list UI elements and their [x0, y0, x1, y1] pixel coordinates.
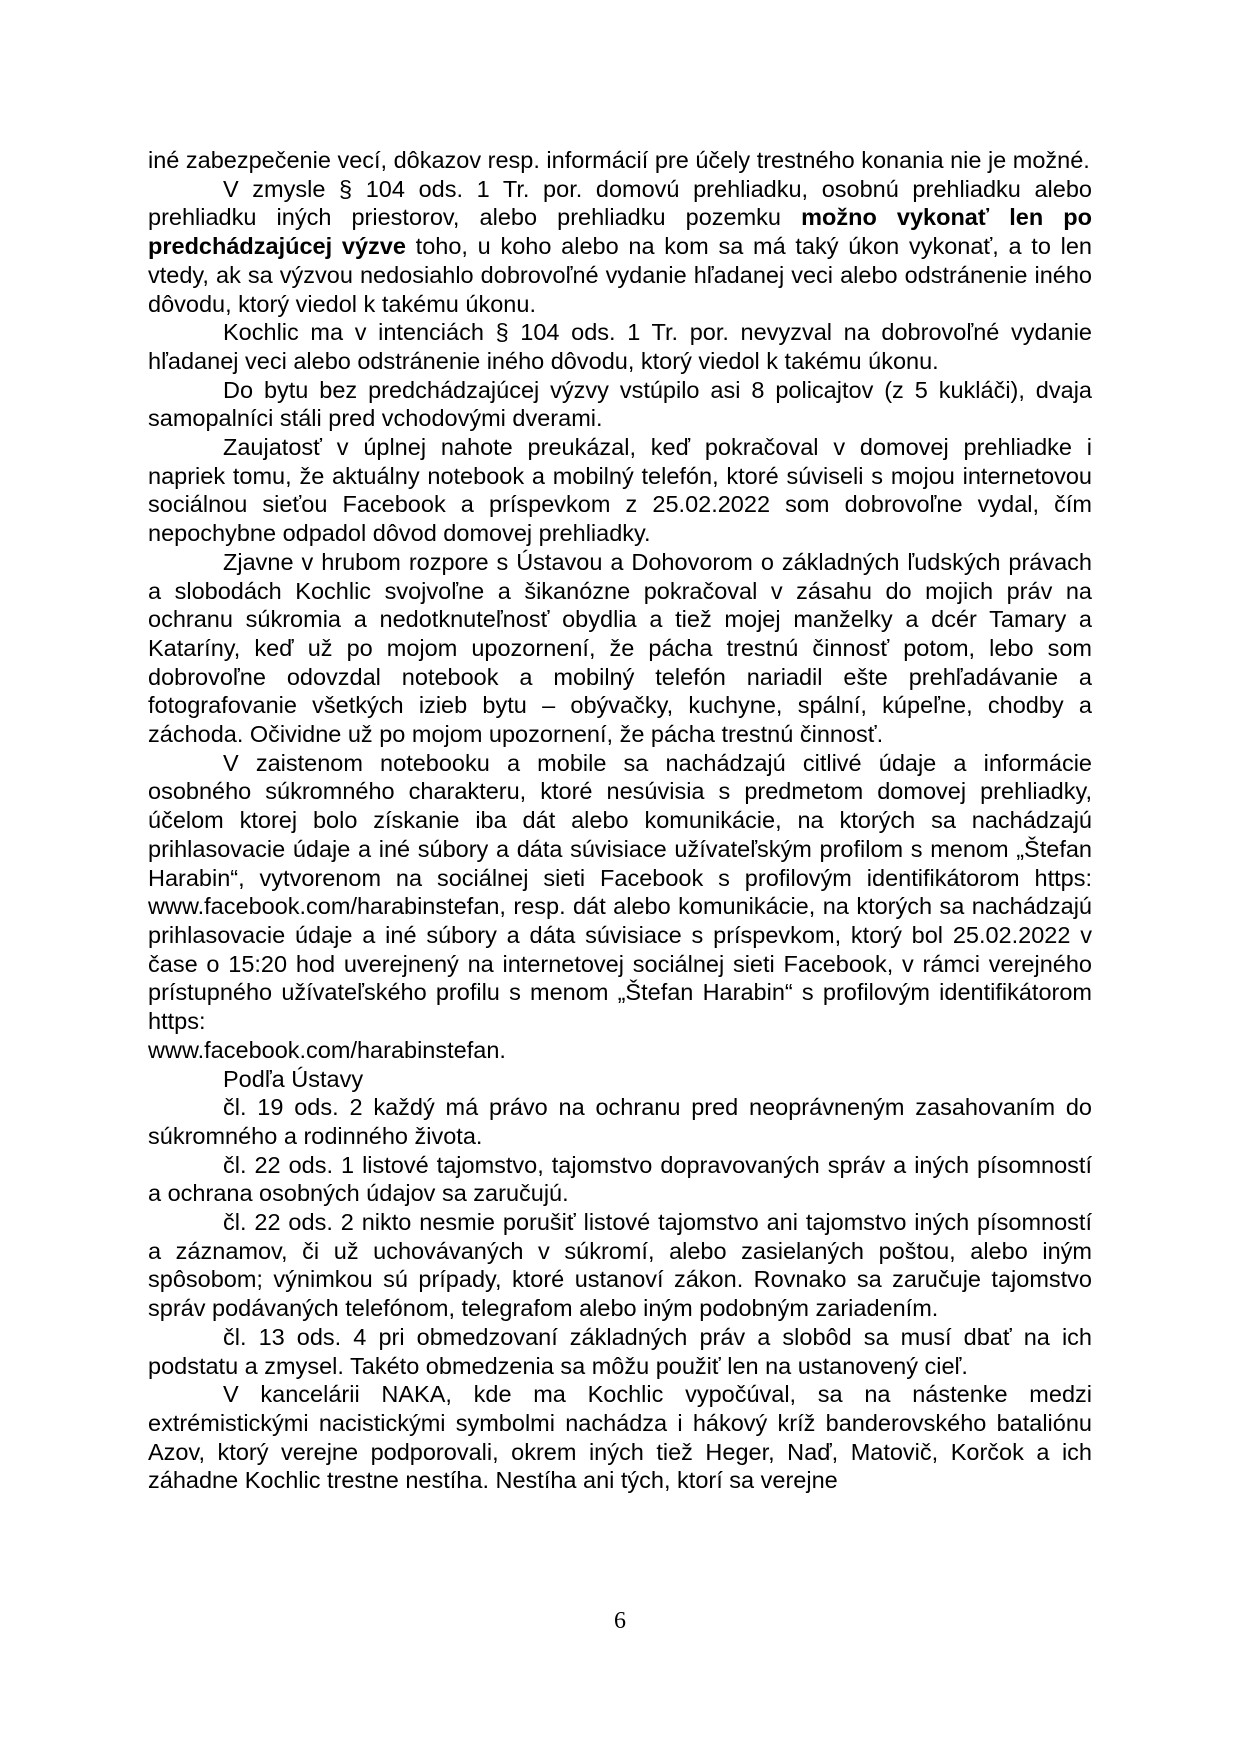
paragraph-4: Do bytu bez predchádzajúcej výzvy vstúpilo asi 8 policajtov (z 5 kukláči), dvaja samopalníci stáli pred vchodovými dverami.: [148, 376, 1092, 432]
paragraph-5: Zaujatosť v úplnej nahote preukázal, keď pokračoval v domovej prehliadke i napriek tomu, že aktuálny notebook a mobilný telefón, ktoré súviseli s mojou internetovou sociálnou sieťou Facebook a príspevkom z 25.02.2022 som dobrovoľne vydal, čím nepochybne odpadol dôvod domovej prehliadky.: [148, 434, 1092, 547]
paragraph-7-url-line: www.facebook.com/harabinstefan.: [148, 1036, 506, 1063]
paragraph-10: čl. 22 ods. 1 listové tajomstvo, tajomstvo dopravovaných správ a iných písomností a ochrana osobných údajov sa zaručujú.: [148, 1151, 1092, 1207]
paragraph-2-text-a: V zmysle § 104 ods. 1 Tr. por. domovú prehliadku, osobnú prehliadku alebo prehliadku iných priestorov, alebo prehliadku pozemku: [148, 175, 1092, 231]
paragraph-9: čl. 19 ods. 2 každý má právo na ochranu pred neoprávneným zasahovaním do súkromného a rodinného života.: [148, 1094, 1092, 1149]
paragraph-7: V zaistenom notebooku a mobile sa nachádzajú citlivé údaje a informácie osobného súkromného charakteru, ktoré nesúvisia s predmetom domovej prehliadky, účelom ktorej bolo získanie iba dát alebo komunikácie, na ktorých sa nachádzajú prihlasovacie údaje a iné súbory a dáta súvisiace užívateľským profilom s menom „Štefan Harabin“, vytvorenom na sociálnej sieti Facebook s profilovým identifikátorom https: www.facebook.com/harabinstefan, resp. dát alebo komunikácie, na ktorých sa nachádzajú prihlasovacie údaje a iné súbory a dáta súvisiace s príspevkom, ktorý bol 25.02.2022 v čase o 15:20 hod uverejnený na internetovej sociálnej sieti Facebook, v rámci verejného prístupného užívateľského profilu s menom „Štefan Harabin“ s profilovým identifikátorom https:: [148, 749, 1092, 1035]
paragraph-2-text-b: toho, u koho alebo na kom sa má taký úkon vykonať, a to len vtedy, ak sa výzvou nedosiahlo dobrovoľné vydanie hľadanej veci alebo odstránenie iného dôvodu, ktorý viedol k takému úkonu.: [148, 233, 1092, 317]
paragraph-8: Podľa Ústavy: [223, 1065, 364, 1092]
document-page: [148, 146, 1092, 1495]
paragraph-11: čl. 22 ods. 2 nikto nesmie porušiť listové tajomstvo ani tajomstvo iných písomností a záznamov, či už uchovávaných v súkromí, alebo zasielaných poštou, alebo iným spôsobom; výnimkou sú prípady, ktoré ustanoví zákon. Rovnako sa zaručuje tajomstvo správ podávaných telefónom, telegrafom alebo iným podobným zariadením.: [148, 1209, 1092, 1322]
paragraph-2-bold-phrase: možno vykonať len po predchádzajúcej výzve: [148, 204, 1092, 260]
paragraph-1: iné zabezpečenie vecí, dôkazov resp. informácií pre účely trestného konania nie je možné.: [148, 147, 1090, 173]
paragraph-13: V kancelárii NAKA, kde ma Kochlic vypočúval, sa na nástenke medzi extrémistickými nacistickými symbolmi nachádza i hákový kríž banderovského bataliónu Azov, ktorý verejne podporovali, okrem iných tiež Heger, Naď, Matovič, Korčok a ich záhadne Kochlic trestne nestíha. Nestíha ani tých, ktorí sa verejne: [148, 1381, 1092, 1494]
page-number: 6: [614, 1608, 626, 1634]
paragraph-3: Kochlic ma v intenciách § 104 ods. 1 Tr. por. nevyzval na dobrovoľné vydanie hľadanej veci alebo odstránenie iného dôvodu, ktorý viedol k takému úkonu.: [148, 319, 1092, 374]
paragraph-12: čl. 13 ods. 4 pri obmedzovaní základných práv a slobôd sa musí dbať na ich podstatu a zmysel. Takéto obmedzenia sa môžu použiť len na ustanovený cieľ.: [148, 1323, 1092, 1379]
paragraph-6: Zjavne v hrubom rozpore s Ústavou a Dohovorom o základných ľudských právach a slobodách Kochlic svojvoľne a šikanózne pokračoval v zásahu do mojich práv na ochranu súkromia a nedotknuteľnosť obydlia a tiež mojej manželky a dcér Tamary a Kataríny, keď už po mojom upozornení, že pácha trestnú činnosť potom, lebo som dobrovoľne odovzdal notebook a mobilný telefón nariadil ešte prehľadávanie a fotografovanie všetkých izieb bytu – obývačky, kuchyne, spální, kúpeľne, chodby a záchoda. Očividne už po mojom upozornení, že pácha trestnú činnosť.: [148, 548, 1092, 748]
paragraph-2: [148, 175, 1092, 319]
